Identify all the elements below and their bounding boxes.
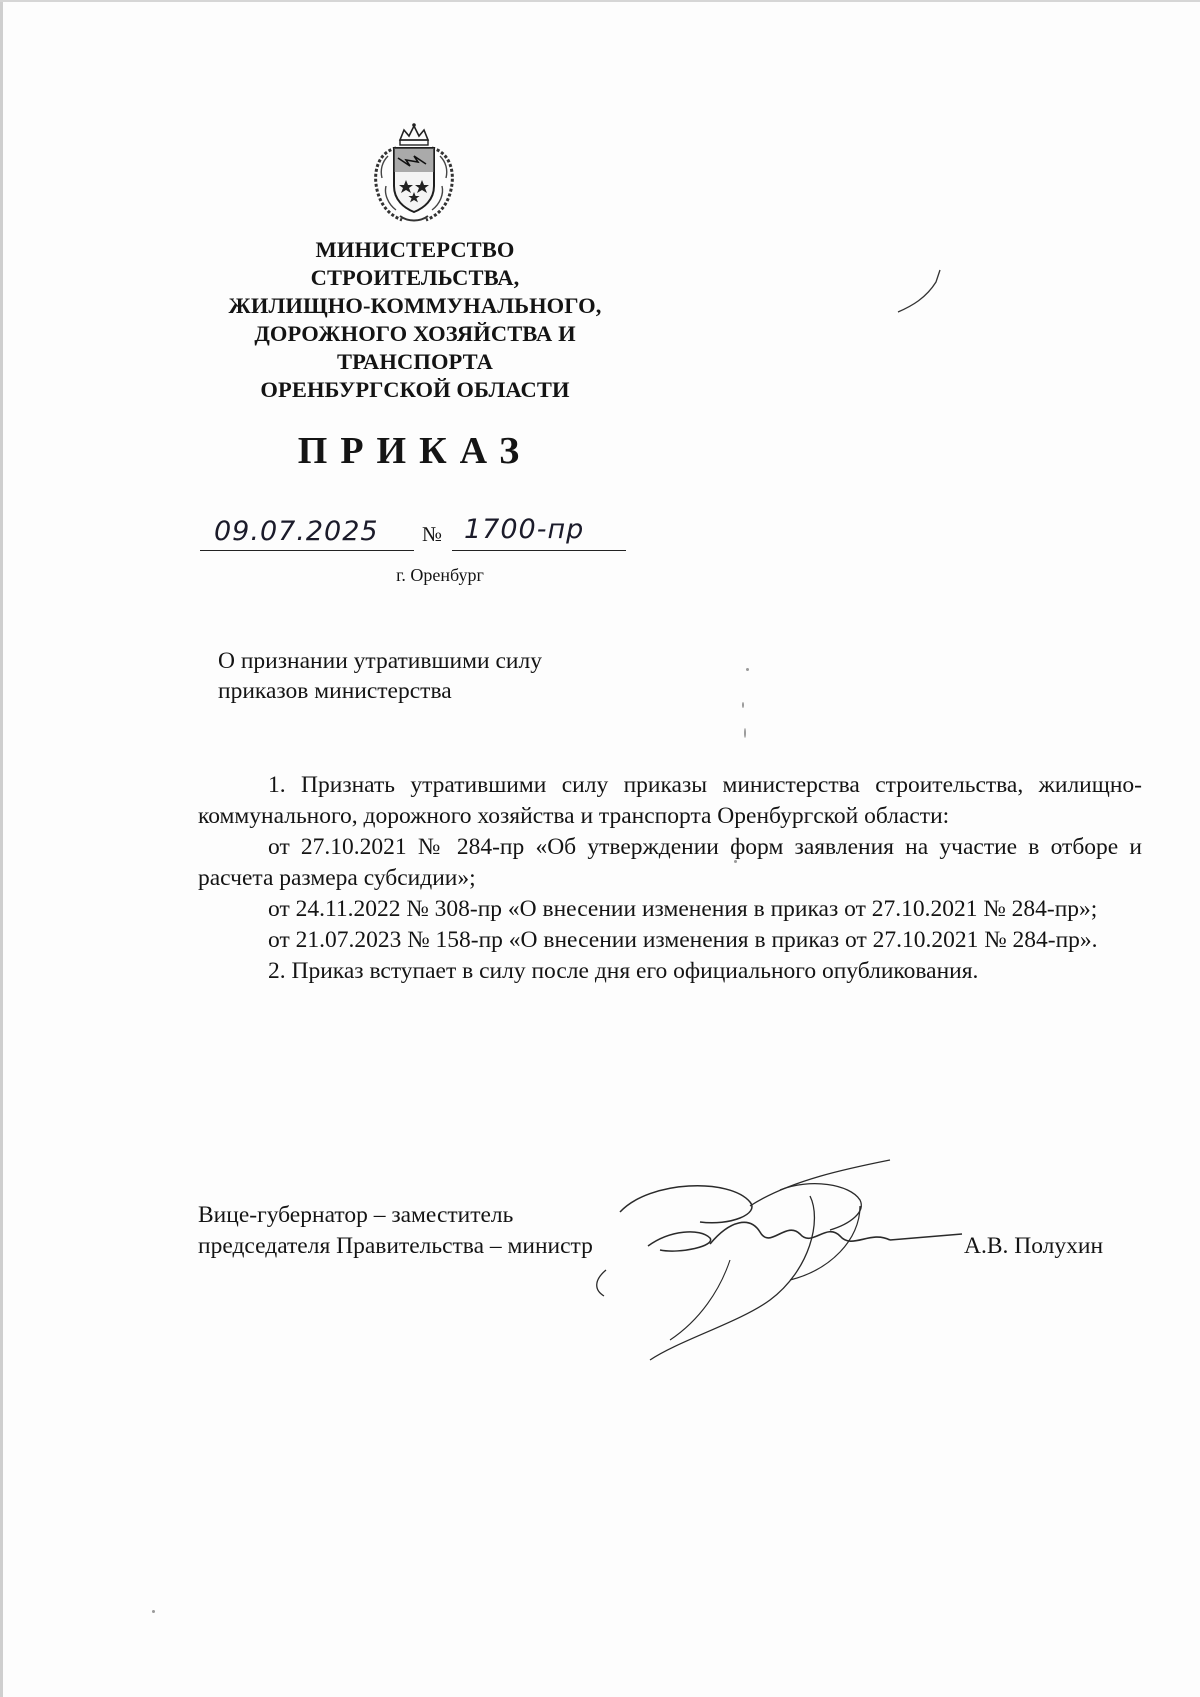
number-field	[452, 510, 626, 551]
body-paragraph: от 21.07.2023 № 158-пр «О внесении изменения в приказ от 27.10.2021 № 284-пр».	[268, 927, 1098, 953]
scan-edge	[0, 0, 3, 1697]
handwritten-number: 1700-пр	[464, 514, 585, 545]
city-label: г. Оренбург	[396, 565, 484, 585]
ministry-name-line: ЖИЛИЩНО-КОММУНАЛЬНОГО,	[228, 293, 602, 318]
scan-speck	[152, 1610, 155, 1613]
document-subject	[218, 646, 638, 706]
scan-speck	[746, 668, 749, 671]
ministry-name	[170, 236, 660, 404]
subject-line: О признании утратившими силу	[218, 648, 542, 674]
ministry-name-line: ТРАНСПОРТА	[336, 349, 494, 374]
body-paragraph: 1. Признать утратившими силу приказы министерства строительства, жилищно-коммунального, дорожного хозяйства и транспорта Оренбургской области:	[198, 772, 1142, 829]
number-sign: №	[422, 522, 443, 546]
date-field	[200, 510, 414, 551]
scan-edge-top	[0, 0, 1200, 2]
ministry-name-line: СТРОИТЕЛЬСТВА,	[310, 265, 520, 290]
registration-block	[200, 510, 640, 600]
coat-of-arms-icon	[366, 122, 462, 226]
ministry-name-line: ОРЕНБУРГСКОЙ ОБЛАСТИ	[260, 377, 570, 402]
handwritten-date: 09.07.2025	[214, 516, 379, 547]
body-paragraph: 2. Приказ вступает в силу после дня его официального опубликования.	[268, 958, 979, 984]
signer-name: А.В. Полухин	[964, 1233, 1104, 1259]
signer-position-line: Вице-губернатор – заместитель	[198, 1202, 514, 1228]
handwritten-signature	[560, 1150, 980, 1370]
signer-position-line: председателя Правительства – министр	[198, 1233, 593, 1259]
subject-line: приказов министерства	[218, 678, 452, 704]
ministry-name-line: МИНИСТЕРСТВО	[315, 237, 515, 262]
scan-speck	[734, 860, 737, 863]
body-paragraph: от 24.11.2022 № 308-пр «О внесении изменения в приказ от 27.10.2021 № 284-пр»;	[268, 896, 1098, 922]
scan-speck	[744, 728, 746, 738]
document-body	[198, 770, 1142, 987]
pen-mark	[896, 268, 946, 316]
scan-speck	[742, 702, 744, 708]
ministry-name-line: ДОРОЖНОГО ХОЗЯЙСТВА И	[254, 321, 576, 346]
document-type-title: ПРИКАЗ	[297, 430, 533, 472]
body-paragraph: от 27.10.2021 № 284-пр «Об утверждении форм заявления на участие в отборе и расчета размера субсидии»;	[198, 834, 1142, 891]
